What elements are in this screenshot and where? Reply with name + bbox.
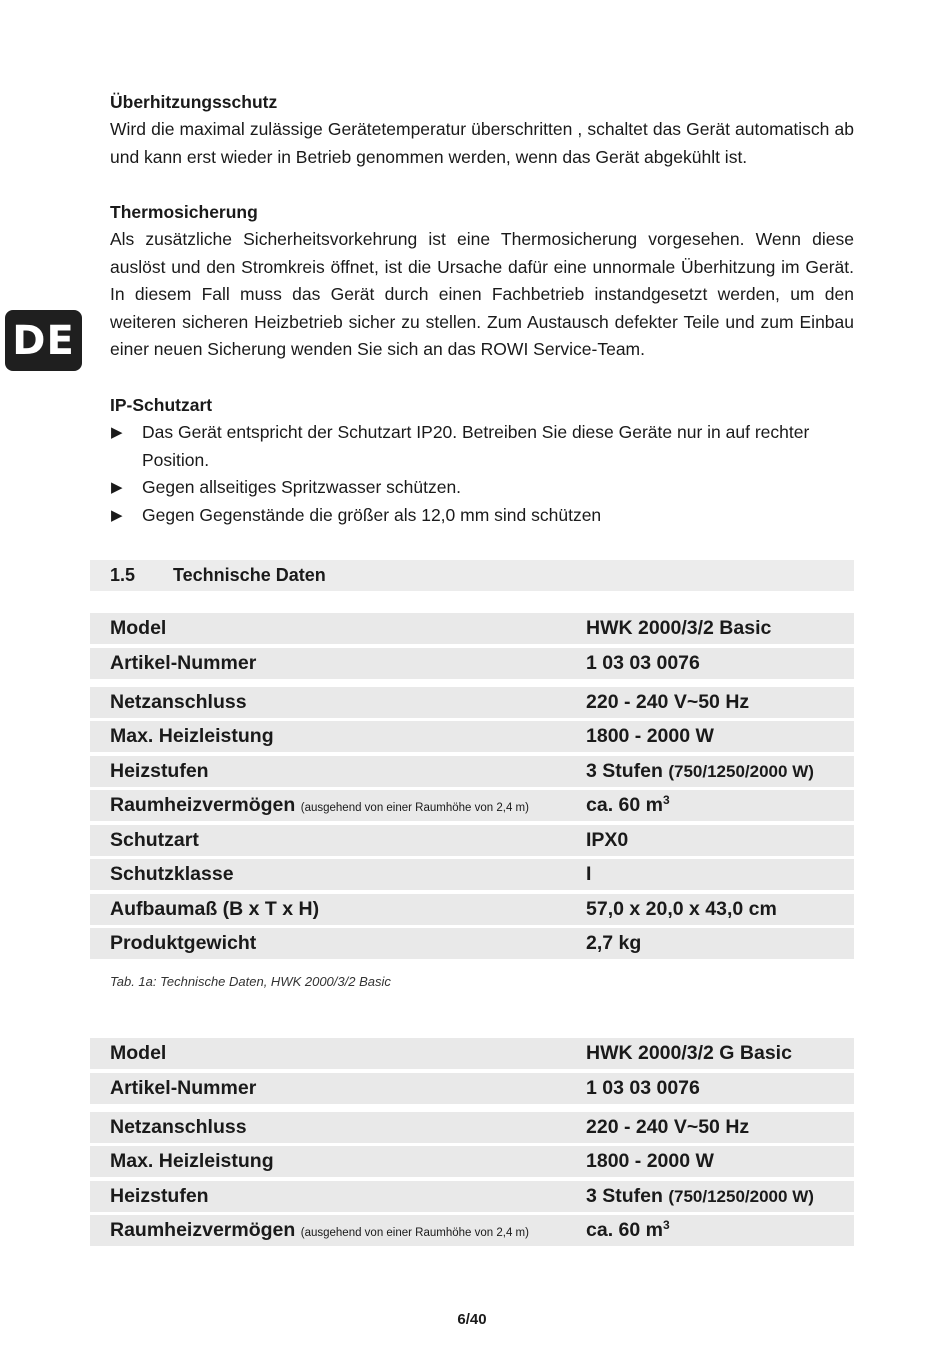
- bullet-list: [110, 419, 854, 529]
- table-row: [90, 859, 854, 890]
- table-row: [90, 790, 854, 821]
- row-value: 220 - 240 V~50 Hz: [586, 1115, 750, 1138]
- table-row: [90, 1146, 854, 1177]
- row-value: ca. 60 $m^3$: [586, 793, 670, 816]
- row-label: Heizstufen: [110, 759, 209, 782]
- table-caption: Tab. 1a: Technische Daten, HWK 2000/3/2 Basic: [110, 974, 391, 989]
- table-row: [90, 1215, 854, 1246]
- page-number: 6/40: [457, 1311, 487, 1328]
- section-title: IP-Schutzart: [110, 395, 213, 415]
- row-value: HWK 2000/3/2 G Basic: [586, 1042, 792, 1064]
- label-note: (ausgehend von einer Raumhöhe von 2,4 m): [300, 802, 529, 814]
- language-tab: DE: [5, 310, 82, 371]
- table-row: [90, 721, 854, 752]
- row-label: Raumheizvermögen (ausgehend von einer Raumhöhe von 2,4 m): [110, 794, 529, 816]
- section-overheat: [110, 88, 854, 171]
- value-note: (750/1250/2000 W): [668, 1186, 814, 1206]
- list-item: ▶ Gegen Gegenstände die größer als 12,0 mm sind schützen: [110, 502, 854, 530]
- spec-table-g-basic: [90, 1038, 854, 1250]
- table-row: [90, 756, 854, 787]
- row-value: HWK 2000/3/2 Basic: [586, 617, 772, 639]
- row-value: ca. 60 $m^3$: [586, 1218, 670, 1241]
- table-row: [90, 894, 854, 925]
- row-label: Model: [110, 617, 167, 639]
- row-label: Max. Heizleistung: [110, 1150, 274, 1172]
- row-value: 3 Stufen (750/1250/2000 W): [586, 759, 814, 782]
- table-row: [90, 928, 854, 959]
- section-title: Überhitzungsschutz: [110, 92, 278, 112]
- row-label: Netzanschluss: [110, 1115, 247, 1138]
- table-row: [90, 1181, 854, 1212]
- chapter-title: Technische Daten: [173, 565, 326, 585]
- row-value: 57,0 x 20,0 x 43,0 cm: [586, 897, 777, 920]
- section-title: Thermosicherung: [110, 202, 258, 222]
- row-label: Produktgewicht: [110, 932, 257, 954]
- row-value: 2,7 kg: [586, 932, 642, 954]
- row-label: Artikel-Nummer: [110, 1076, 257, 1099]
- triangle-right-icon: ▶: [111, 479, 123, 497]
- row-value: 3 Stufen (750/1250/2000 W): [586, 1184, 814, 1207]
- table-row: [90, 1038, 854, 1069]
- row-label: Aufbaumaß (B x T x H): [110, 897, 320, 920]
- chapter-heading: [90, 560, 854, 591]
- section-text: Als zusätzliche Sicherheitsvorkehrung ist eine Thermosicherung vorgesehen. Wenn diese auslöst und den Stromkreis öffnet, ist die Ursache dafür eine unnormale Überhitzung im Gerät. In diesem Fall muss das Gerät durch einen Fachbetrieb instandgesetzt werden, um den weiteren sicheren Heizbetrieb sicher zu stellen. Zum Austausch defekter Teile und zum Einbau einer neuen Sicherung wenden Sie sich an das ROWI Service-Team.: [110, 229, 854, 360]
- row-value: 1800 - 2000 W: [586, 1150, 714, 1172]
- row-value: IPX0: [586, 828, 629, 851]
- list-item: ▶ Das Gerät entspricht der Schutzart IP20. Betreiben Sie diese Geräte nur in auf rechter Position.: [110, 419, 854, 474]
- section-thermo: [110, 198, 854, 364]
- row-label: Raumheizvermögen (ausgehend von einer Raumhöhe von 2,4 m): [110, 1219, 529, 1241]
- value-note: (750/1250/2000 W): [668, 761, 814, 781]
- table-row: [90, 648, 854, 679]
- row-label: Netzanschluss: [110, 690, 247, 713]
- table-row: [90, 1112, 854, 1143]
- row-value: 1800 - 2000 W: [586, 725, 714, 747]
- list-item: ▶ Gegen allseitiges Spritzwasser schützen.: [110, 474, 854, 502]
- table-row: [90, 613, 854, 644]
- table-row: [90, 1073, 854, 1104]
- triangle-right-icon: ▶: [111, 506, 123, 524]
- row-label: Max. Heizleistung: [110, 725, 274, 747]
- row-value: 220 - 240 V~50 Hz: [586, 690, 750, 713]
- spec-table-basic: [90, 613, 854, 963]
- row-value: 1 03 03 0076: [586, 651, 700, 674]
- row-label: Artikel-Nummer: [110, 651, 257, 674]
- row-value: 1 03 03 0076: [586, 1076, 700, 1099]
- row-label: Heizstufen: [110, 1184, 209, 1207]
- triangle-right-icon: ▶: [111, 424, 123, 441]
- label-note: (ausgehend von einer Raumhöhe von 2,4 m): [300, 1227, 529, 1239]
- row-label: Schutzklasse: [110, 863, 234, 885]
- table-row: [90, 825, 854, 856]
- section-text: Wird die maximal zulässige Gerätetemperatur überschritten , schaltet das Gerät automatisch ab und kann erst wieder in Betrieb genommen werden, wenn das Gerät abgekühlt ist.: [110, 119, 854, 167]
- row-label: Model: [110, 1042, 167, 1064]
- section-ip: [110, 391, 854, 529]
- chapter-number: 1.5: [110, 565, 136, 585]
- row-label: Schutzart: [110, 828, 199, 851]
- row-value: I: [586, 863, 592, 885]
- table-row: [90, 687, 854, 718]
